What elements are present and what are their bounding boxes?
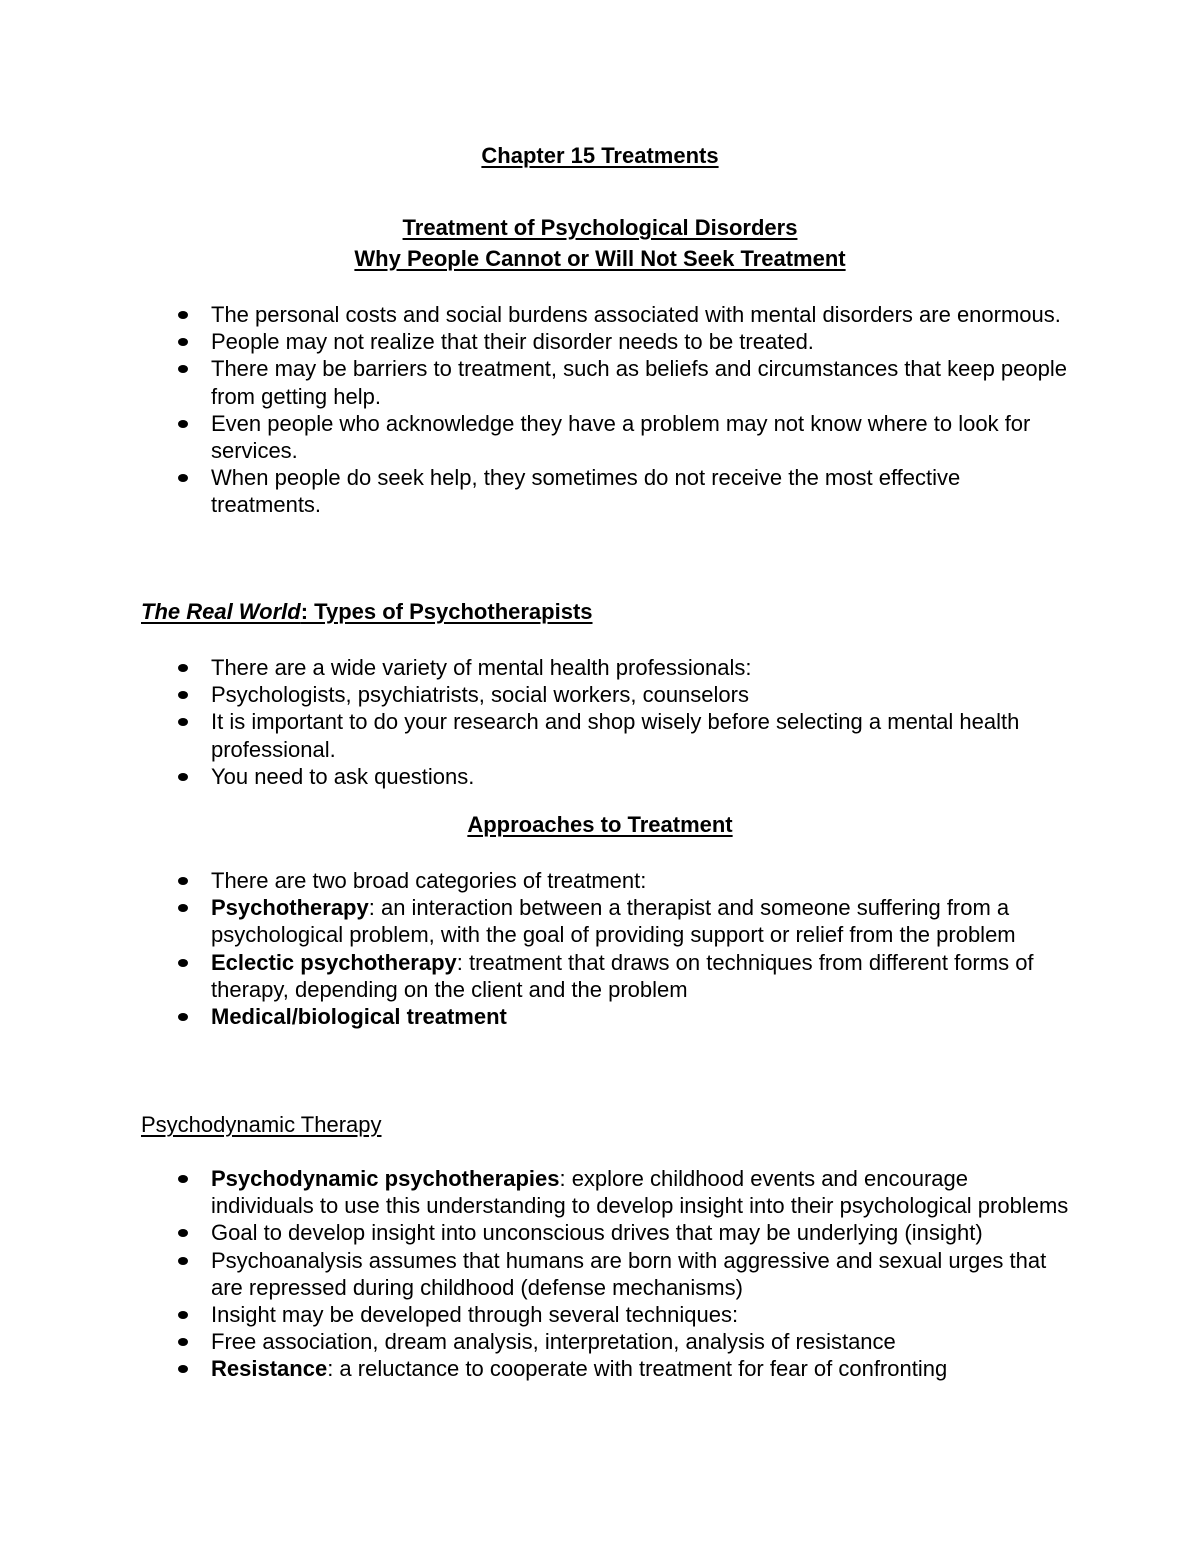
list-item-text: When people do seek help, they sometimes do not receive the most effective treatments.: [211, 465, 961, 518]
bullet-icon: [178, 1365, 188, 1373]
bullet-icon: [178, 365, 188, 373]
list-item: [0, 410, 1071, 464]
bullet-icon: [178, 1175, 188, 1183]
bullet-icon: [178, 773, 188, 781]
list-item: [0, 1301, 1071, 1328]
list-item-text: The personal costs and social burdens associated with mental disorders are enormous.: [211, 302, 1061, 327]
list-item: [0, 1219, 1071, 1246]
bullet-icon: [178, 664, 188, 672]
list-item-term: Psychodynamic psychotherapies: [211, 1166, 560, 1191]
list-item: [0, 355, 1071, 409]
bullet-icon: [178, 338, 188, 346]
list-item-text: : treatment that draws on techniques from different forms of therapy, depending on the client and the problem: [211, 949, 1034, 1002]
section-heading-psychodynamic: Psychodynamic Therapy: [141, 1112, 382, 1137]
bullet-icon: [178, 311, 188, 319]
list-item-text: There may be barriers to treatment, such as beliefs and circumstances that keep people from getting help.: [211, 356, 1067, 409]
list-item: [0, 763, 1071, 790]
bullet-icon: [178, 959, 188, 967]
bullet-icon: [178, 1013, 188, 1021]
list-item-text: : explore childhood events and encourage individuals to use this understanding to develop insight into their psychological problems: [211, 1166, 1069, 1219]
bullet-list-psychotherapists: [0, 654, 1200, 790]
bullet-list-approaches: [0, 867, 1200, 1030]
list-item-text: It is important to do your research and shop wisely before selecting a mental health professional.: [211, 709, 1020, 762]
heading-rest-part: : Types of Psychotherapists: [300, 599, 593, 624]
list-item-term: Psychotherapy: [211, 895, 369, 921]
list-item-term: Eclectic psychotherapy: [211, 949, 457, 975]
bullet-list-psychodynamic: [0, 1165, 1200, 1383]
bullet-icon: [178, 1338, 188, 1346]
list-item-text: Psychoanalysis assumes that humans are born with aggressive and sexual urges that are repressed during childhood (defense mechanisms): [211, 1247, 1047, 1300]
list-item: [0, 681, 1071, 708]
list-item-text: : a reluctance to cooperate with treatment for fear of confronting: [327, 1356, 948, 1382]
bullet-icon: [178, 1257, 188, 1265]
list-item: [0, 867, 1071, 894]
list-item-text: Psychologists, psychiatrists, social workers, counselors: [211, 682, 749, 708]
list-item: [0, 1003, 1071, 1030]
bullet-icon: [178, 474, 188, 482]
list-item-text: : an interaction between a therapist and someone suffering from a psychological problem, with the goal of providing support or relief from the problem: [211, 895, 1016, 948]
list-item-term: Resistance: [211, 1356, 328, 1382]
list-item: [0, 328, 1071, 355]
heading-italic-part: The Real World: [141, 599, 301, 624]
list-item-text: Goal to develop insight into unconscious drives that may be underlying (insight): [211, 1220, 983, 1246]
list-item-text: People may not realize that their disorder needs to be treated.: [211, 329, 814, 355]
list-item-text: There are two broad categories of treatment:: [211, 868, 647, 893]
bullet-icon: [178, 718, 188, 726]
list-item: [0, 708, 1071, 762]
bullet-icon: [178, 904, 188, 912]
bullet-icon: [178, 1311, 188, 1319]
page-title: Chapter 15 Treatments: [481, 143, 719, 168]
list-item-text: You need to ask questions.: [211, 763, 475, 789]
section-heading-treatment: Treatment of Psychological Disorders: [402, 215, 798, 240]
list-item: [0, 464, 1071, 518]
list-item-term: Medical/biological treatment: [211, 1004, 507, 1030]
section-subheading-seek-treatment: Why People Cannot or Will Not Seek Treatment: [354, 246, 846, 271]
section-heading-approaches: Approaches to Treatment: [467, 812, 733, 837]
bullet-list-seek-treatment: [0, 301, 1200, 519]
list-item: [0, 1247, 1071, 1301]
list-item: [0, 949, 1071, 1003]
bullet-icon: [178, 1229, 188, 1237]
section-heading-psychotherapists: [141, 599, 593, 625]
bullet-icon: [178, 420, 188, 428]
list-item: [0, 1355, 1071, 1382]
list-item-text: Insight may be developed through several techniques:: [211, 1302, 739, 1328]
bullet-icon: [178, 691, 188, 699]
bullet-icon: [178, 877, 188, 885]
list-item: [0, 301, 1071, 328]
list-item: [0, 1328, 1071, 1355]
list-item: [0, 1165, 1071, 1219]
list-item: [0, 654, 1071, 681]
list-item: [0, 894, 1071, 948]
list-item-text: Free association, dream analysis, interpretation, analysis of resistance: [211, 1329, 896, 1355]
list-item-text: Even people who acknowledge they have a problem may not know where to look for services.: [211, 410, 1031, 464]
list-item-text: There are a wide variety of mental health professionals:: [211, 655, 752, 680]
